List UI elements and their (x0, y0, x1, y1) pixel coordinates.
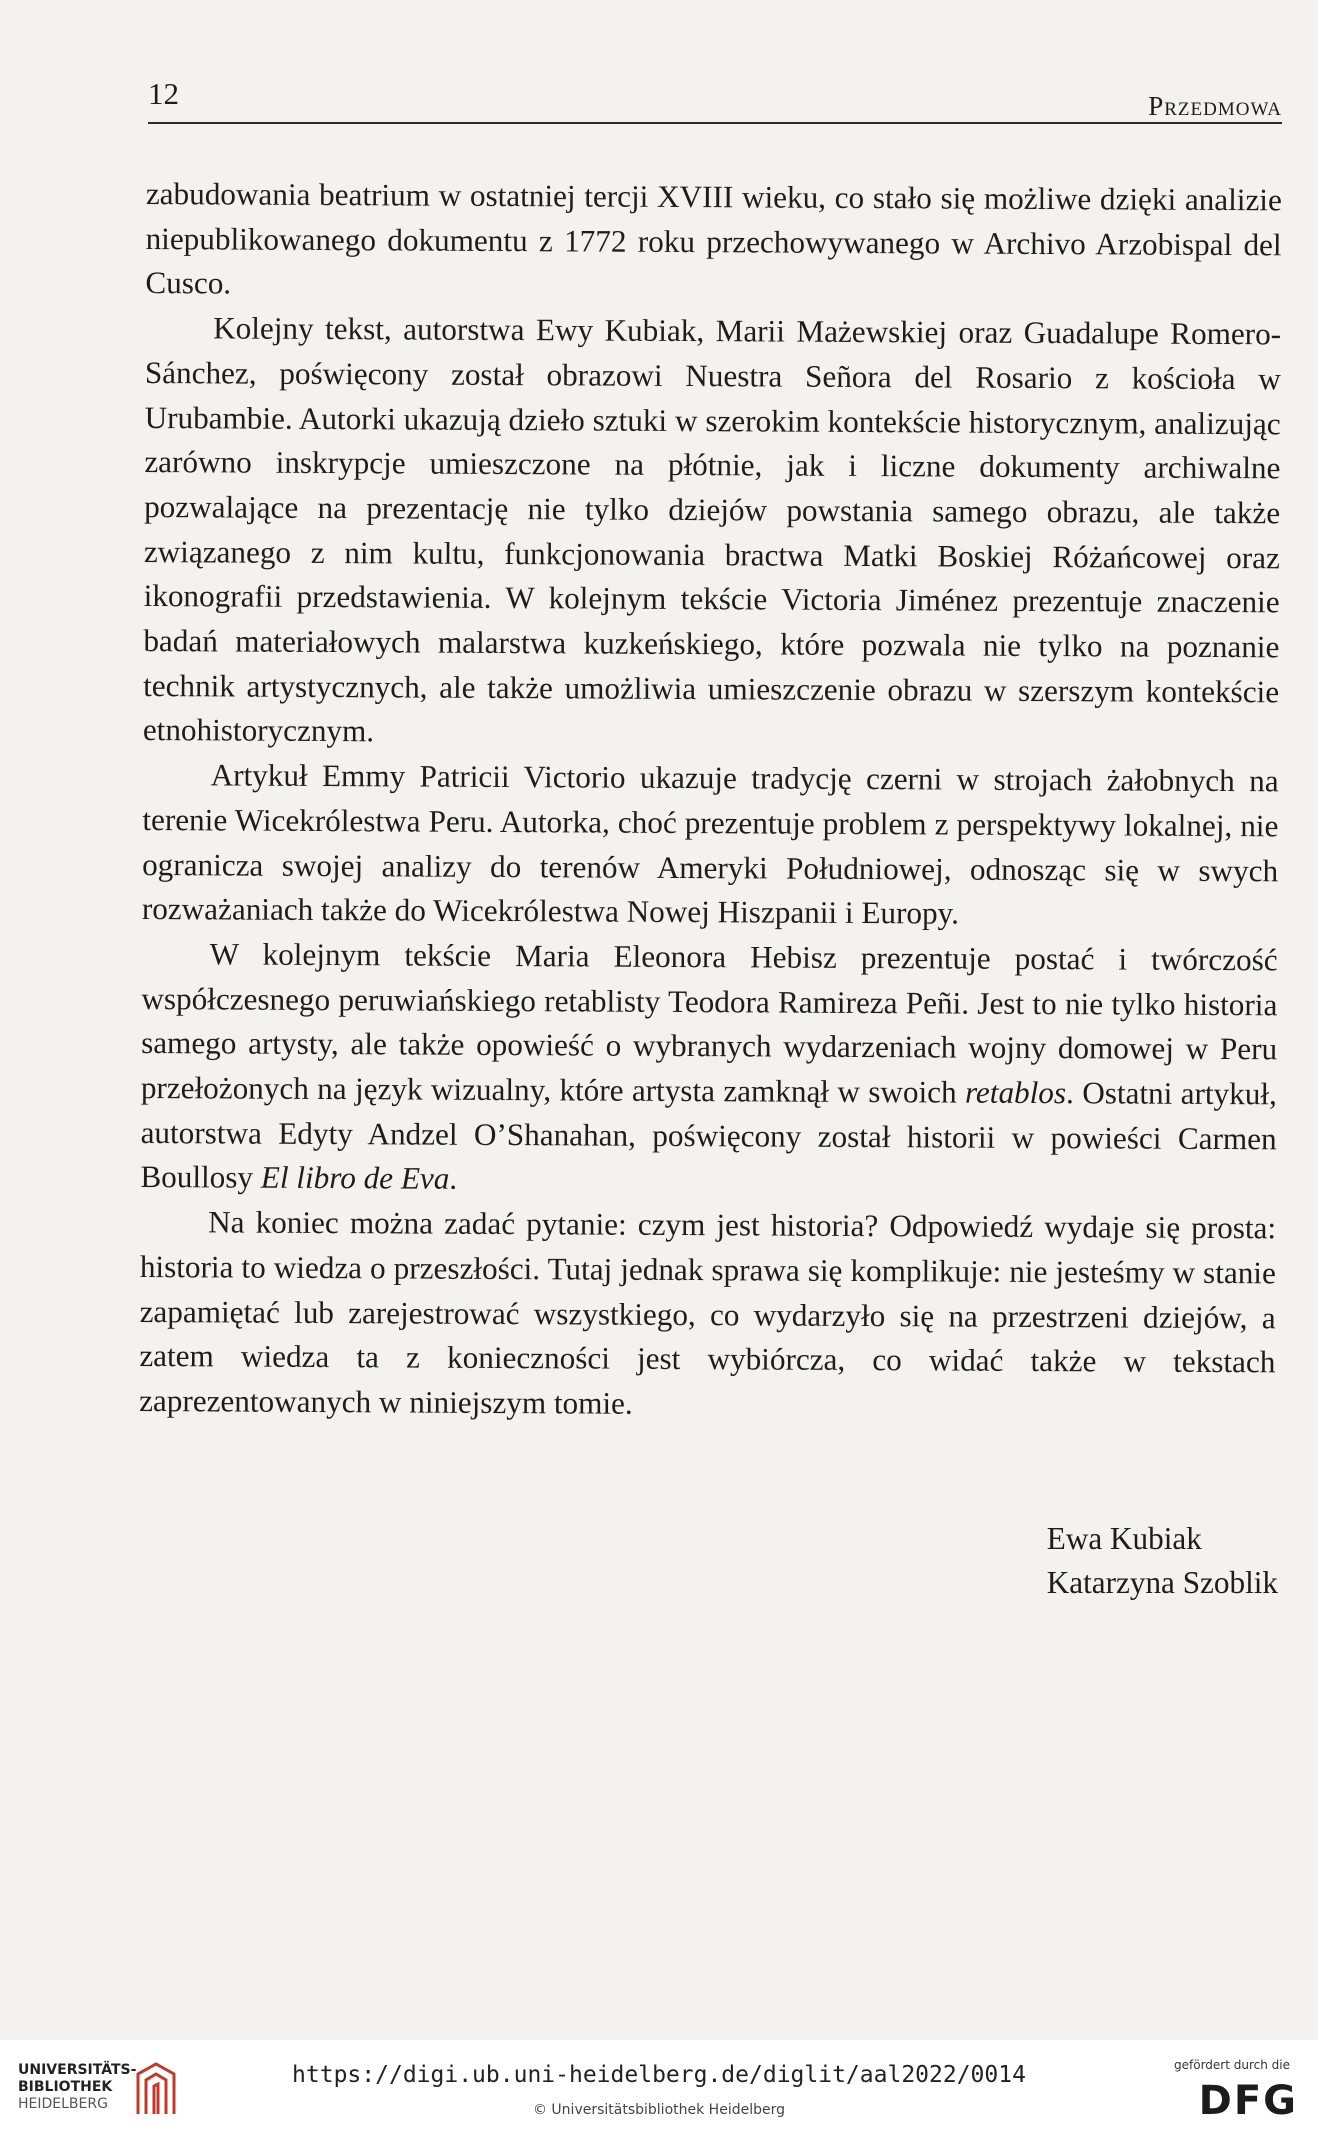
copyright-notice: © Universitätsbibliothek Heidelberg (532, 2102, 785, 2118)
paragraph-4-text-cont: . Ostatni artykuł, autorstwa Edyty Andzel O’Shanahan, poświęcony został historii w powieści Carmen Boullosy (140, 1075, 1277, 1196)
signature-author-2: Katarzyna Szoblik (1046, 1565, 1278, 1600)
footer-bar (0, 2040, 1318, 2137)
paragraph-4-text: W kolejnym tekście Maria Eleonora Hebisz prezentuje postać i twórczość współczesnego peruwiańskiego retablisty Teodora Ramireza Peñi. Jest to nie tylko historia samego artysty, ale także opowieść o wybranych wydarzeniach wojny domowej w Peru przełożonych na język wizualny, które artysta zamknął w swoich (140, 936, 1278, 1110)
paragraph-5: Na koniec można zadać pytanie: czym jest historia? Odpowiedź wydaje się prosta: historia to wiedza o przeszłości. Tutaj jednak sprawa się komplikuje: nie jesteśmy w stanie zapamiętać lub zarejestrować wszystkiego, co wydarzyło się na przestrzeni dziejów, a zatem wiedza ta z konieczności jest wybiórcza, co widać także w tekstach zaprezentowanych w niniejszym tomie. (139, 1204, 1277, 1421)
italic-retablos: retablos (964, 1074, 1067, 1111)
header-rule (148, 122, 1282, 124)
signature-author-1: Ewa Kubiak (1046, 1521, 1202, 1556)
page-number: 12 (148, 76, 179, 111)
library-name-line2: BIBLIOTHEK (18, 2079, 113, 2095)
page-url-link[interactable]: https://digi.ub.uni-heidelberg.de/diglit/aal2022/0014 (292, 2062, 1026, 2088)
paragraph-2: Kolejny tekst, autorstwa Ewy Kubiak, Marii Mażewskiej oraz Guadalupe Romero-Sánchez, poświęcony został obrazowi Nuestra Señora del Rosario z kościoła w Urubambie. Autorki ukazują dzieło sztuki w szerokim kontekście historycznym, analizując zarówno inskrypcje umieszczone na płótnie, jak i liczne dokumenty archiwalne pozwalające na prezentację nie tylko dziejów powstania samego obrazu, ale także związanego z nim kultu, funkcjonowania bractwa Matki Boskiej Różańcowej oraz ikonografii przedstawienia. W kolejnym tekście Victoria Jiménez prezentuje znaczenie badań materiałowych malarstwa kuzkeńskiego, które pozwala nie tylko na poznanie technik artystycznych, ale także umożliwia umieszczenie obrazu w szerszym kontekście etnohistorycznym. (142, 310, 1282, 749)
paragraph-4-end: . (449, 1161, 458, 1197)
library-name-line1: UNIVERSITÄTS- (18, 2062, 137, 2078)
body-text (139, 172, 1282, 1430)
paragraph-1: zabudowania beatrium w ostatniej tercji XVIII wieku, co stało się możliwe dzięki analizie niepublikowanego dokumentu z 1772 roku przechowywanego w Archivo Arzobispal del Cusco. (145, 175, 1282, 301)
paragraph-3: Artykuł Emmy Patricii Victorio ukazuje tradycję czerni w strojach żałobnych na terenie Wicekrólestwa Peru. Autorka, choć prezentuje problem z perspektywy lokalnej, nie ogranicza swojej analizy do terenów Ameryki Południowej, odnosząc się w swych rozważaniach także do Wicekrólestwa Nowej Hiszpanii i Europy. (141, 757, 1279, 931)
paragraph-4 (140, 932, 1277, 1207)
signature-block (1047, 1517, 1278, 1605)
italic-book-title: El libro de Eva (260, 1160, 450, 1197)
library-name-line3: HEIDELBERG (18, 2096, 108, 2112)
dfg-logo: DFG (1198, 2078, 1298, 2124)
dfg-caption: gefördert durch die (1174, 2058, 1290, 2072)
running-head: Przedmowa (1148, 91, 1282, 121)
